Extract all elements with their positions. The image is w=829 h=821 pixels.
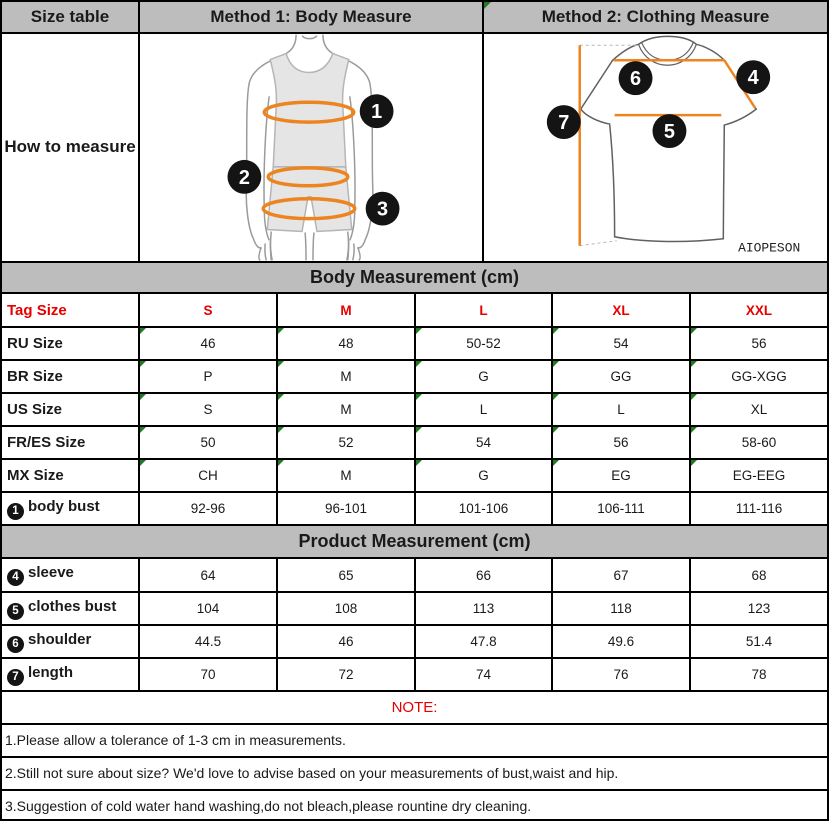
row-label: 7 length xyxy=(2,658,139,691)
cell-value: 56 xyxy=(552,426,690,459)
cell-value: 64 xyxy=(139,559,277,592)
header-method2: Method 2: Clothing Measure xyxy=(483,2,827,33)
cell-value: M xyxy=(277,393,415,426)
cell-value: 52 xyxy=(277,426,415,459)
body-measurement-table xyxy=(2,294,827,526)
body-measure-illustration xyxy=(140,34,482,261)
note-item-1: 1.Please allow a tolerance of 1-3 cm in measurements. xyxy=(2,725,827,758)
cell-value: 65 xyxy=(277,559,415,592)
cell-value: 96-101 xyxy=(277,492,415,525)
row-label: 1 body bust xyxy=(2,492,139,525)
cell-value: 67 xyxy=(552,559,690,592)
marker-waist xyxy=(227,160,261,194)
marker-shoulder xyxy=(619,61,653,95)
cell-value: XL xyxy=(690,393,827,426)
circled-number-6: 6 xyxy=(7,636,24,653)
cell-value: 50-52 xyxy=(415,327,552,360)
body-measurement-band: Body Measurement (cm) xyxy=(2,263,827,294)
col-header-xl: XL xyxy=(552,294,690,327)
row-label: 6 shoulder xyxy=(2,625,139,658)
cell-value: 56 xyxy=(690,327,827,360)
clothing-measure-illustration xyxy=(484,34,827,261)
dashed-bottom-guide xyxy=(580,241,617,246)
col-header-xxl: XXL xyxy=(690,294,827,327)
cell-value: 70 xyxy=(139,658,277,691)
cell-value: 58-60 xyxy=(690,426,827,459)
cell-value: 74 xyxy=(415,658,552,691)
cell-value: P xyxy=(139,360,277,393)
brand-label: AIOPESON xyxy=(738,240,801,256)
cell-value: GG-XGG xyxy=(690,360,827,393)
clothing-measure-cell xyxy=(483,33,827,262)
cell-value: L xyxy=(415,393,552,426)
cell-value: EG xyxy=(552,459,690,492)
cell-value: 54 xyxy=(415,426,552,459)
cell-value: G xyxy=(415,459,552,492)
svg-text:3: 3 xyxy=(377,198,389,221)
cell-value: GG xyxy=(552,360,690,393)
cell-value: EG-EEG xyxy=(690,459,827,492)
cell-value: 108 xyxy=(277,592,415,625)
table-row-shoulder xyxy=(2,625,827,658)
cell-value: 111-116 xyxy=(690,492,827,525)
cell-value: G xyxy=(415,360,552,393)
cell-value: 123 xyxy=(690,592,827,625)
header-illustration-table xyxy=(2,2,827,263)
row-label: US Size xyxy=(2,393,139,426)
product-measurement-table xyxy=(2,559,827,692)
table-row-ru-size xyxy=(2,327,827,360)
col-header-m: M xyxy=(277,294,415,327)
svg-text:6: 6 xyxy=(630,68,642,91)
note-title: NOTE: xyxy=(2,692,827,725)
row-label: RU Size xyxy=(2,327,139,360)
table-row-length xyxy=(2,658,827,691)
marker-sleeve xyxy=(736,60,770,94)
cell-value: 106-111 xyxy=(552,492,690,525)
cell-value: 46 xyxy=(277,625,415,658)
cell-value: CH xyxy=(139,459,277,492)
col-header-l: L xyxy=(415,294,552,327)
table-row-mx-size xyxy=(2,459,827,492)
header-method1: Method 1: Body Measure xyxy=(139,2,483,33)
row-label: 4 sleeve xyxy=(2,559,139,592)
marker-hip xyxy=(366,192,400,226)
row-label: 5 clothes bust xyxy=(2,592,139,625)
cell-value: 78 xyxy=(690,658,827,691)
cell-value: 72 xyxy=(277,658,415,691)
table-row-clothes-bust xyxy=(2,592,827,625)
cell-value: 54 xyxy=(552,327,690,360)
table-row-body-bust xyxy=(2,492,827,525)
cell-value: 44.5 xyxy=(139,625,277,658)
cell-value: 104 xyxy=(139,592,277,625)
circled-number-5: 5 xyxy=(7,603,24,620)
cell-value: 46 xyxy=(139,327,277,360)
svg-text:1: 1 xyxy=(371,101,383,124)
marker-chest xyxy=(653,114,687,148)
cell-value: 118 xyxy=(552,592,690,625)
cell-value: 92-96 xyxy=(139,492,277,525)
header-row xyxy=(2,2,827,33)
circled-number-7: 7 xyxy=(7,669,24,686)
product-measurement-band: Product Measurement (cm) xyxy=(2,526,827,559)
table-row-us-size xyxy=(2,393,827,426)
svg-text:4: 4 xyxy=(747,67,759,90)
cell-value: L xyxy=(552,393,690,426)
cell-value: 68 xyxy=(690,559,827,592)
table-row-fres-size xyxy=(2,426,827,459)
cell-value: 47.8 xyxy=(415,625,552,658)
cell-value: 49.6 xyxy=(552,625,690,658)
cell-value: M xyxy=(277,360,415,393)
marker-bust xyxy=(360,94,394,128)
body-measure-cell xyxy=(139,33,483,262)
tag-size-label: Tag Size xyxy=(2,294,139,327)
header-size-table: Size table xyxy=(2,2,139,33)
note-item-2: 2.Still not sure about size? We'd love to advise based on your measurements of bust,waist and hip. xyxy=(2,758,827,791)
cell-value: S xyxy=(139,393,277,426)
cell-value: 76 xyxy=(552,658,690,691)
table-row-sleeve xyxy=(2,559,827,592)
cell-value: 50 xyxy=(139,426,277,459)
cell-value: M xyxy=(277,459,415,492)
svg-text:2: 2 xyxy=(238,166,250,189)
svg-text:7: 7 xyxy=(558,112,570,135)
illustration-row xyxy=(2,33,827,262)
cell-value: 51.4 xyxy=(690,625,827,658)
tank-top-shape xyxy=(270,54,349,167)
svg-text:5: 5 xyxy=(663,121,676,144)
circled-number-4: 4 xyxy=(7,569,24,586)
how-to-measure-label: How to measure xyxy=(2,33,139,262)
cell-value: 101-106 xyxy=(415,492,552,525)
col-header-s: S xyxy=(139,294,277,327)
note-item-3: 3.Suggestion of cold water hand washing,do not bleach,please rountine dry cleaning. xyxy=(5,798,532,814)
row-label: FR/ES Size xyxy=(2,426,139,459)
row-label: MX Size xyxy=(2,459,139,492)
cell-value: 66 xyxy=(415,559,552,592)
circled-number-1: 1 xyxy=(7,503,24,520)
marker-length xyxy=(547,105,581,139)
cell-value: 113 xyxy=(415,592,552,625)
row-label: BR Size xyxy=(2,360,139,393)
cell-value: 48 xyxy=(277,327,415,360)
tag-size-row xyxy=(2,294,827,327)
table-row-br-size xyxy=(2,360,827,393)
